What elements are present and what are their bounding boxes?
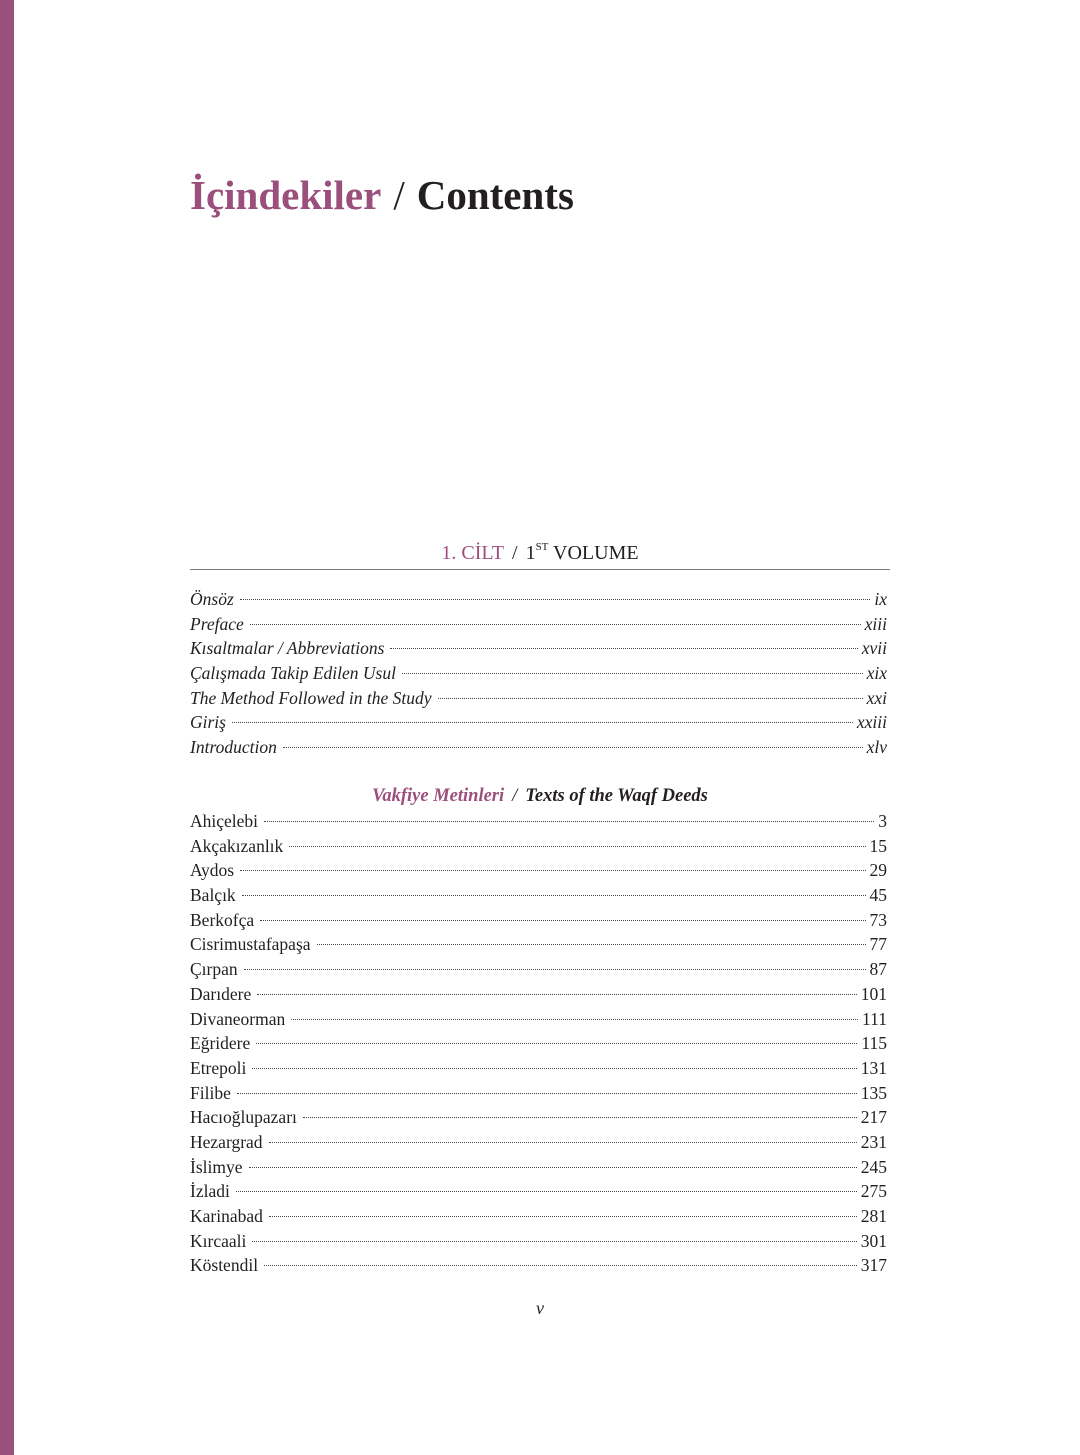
toc-entry[interactable]: [190, 1204, 887, 1229]
toc-entry[interactable]: [190, 1081, 887, 1106]
toc-entry-label: Kırcaali: [190, 1230, 247, 1251]
volume-divider-rule: [190, 569, 890, 570]
toc-entry-label: Çırpan: [190, 959, 238, 980]
title-turkish: İçindekiler: [190, 172, 382, 218]
volume-ordinal-suffix: ST: [535, 541, 549, 553]
toc-entry[interactable]: [190, 735, 887, 760]
dot-leader: [240, 598, 871, 600]
toc-entry-label: Etrepoli: [190, 1057, 247, 1078]
toc-entry-label: Önsöz: [190, 589, 234, 609]
toc-entry-label: Balçık: [190, 885, 236, 906]
toc-entry-page: 87: [869, 959, 887, 980]
toc-entry-page: 217: [860, 1107, 887, 1128]
toc-entry-label: Kısaltmalar / Abbreviations: [190, 638, 385, 659]
waqf-deed-list: [190, 809, 887, 1278]
volume-number: 1: [525, 542, 536, 564]
toc-entry-page: 15: [869, 835, 887, 856]
toc-entry-page: xvii: [861, 638, 887, 659]
toc-entry[interactable]: [190, 1155, 887, 1180]
dot-leader: [283, 746, 863, 748]
dot-leader: [252, 1067, 856, 1069]
toc-entry[interactable]: [190, 834, 887, 859]
toc-entry-label: İzladi: [190, 1181, 230, 1202]
dot-leader: [252, 1240, 856, 1242]
toc-entry-page: 115: [861, 1033, 887, 1054]
toc-entry[interactable]: [190, 636, 887, 661]
toc-entry[interactable]: [190, 982, 887, 1007]
dot-leader: [438, 697, 863, 699]
toc-entry-label: Akçakızanlık: [190, 835, 284, 856]
toc-entry-label: Cisrimustafapaşa: [190, 934, 311, 955]
volume-heading-separator: /: [512, 542, 518, 564]
toc-entry-label: Berkofça: [190, 909, 255, 930]
toc-entry-label: Ahiçelebi: [190, 811, 259, 831]
toc-entry-page: xlv: [866, 737, 887, 758]
dot-leader: [303, 1116, 857, 1118]
toc-entry-page: xiii: [864, 613, 887, 634]
section-heading-turkish: Vakfiye Metinleri: [372, 786, 505, 806]
toc-entry[interactable]: [190, 710, 887, 735]
toc-entry[interactable]: [190, 809, 887, 834]
toc-entry-page: 131: [860, 1057, 887, 1078]
page-title: [190, 168, 574, 222]
dot-leader: [250, 623, 861, 625]
page-number: v: [536, 1298, 544, 1318]
toc-entry-page: xxiii: [856, 712, 887, 733]
toc-entry-label: Aydos: [190, 860, 235, 881]
toc-entry-page: 301: [860, 1230, 887, 1251]
toc-entry-page: 101: [860, 983, 887, 1004]
toc-entry-label: Hacıoğlupazarı: [190, 1107, 297, 1128]
dot-leader: [269, 1141, 857, 1143]
dot-leader: [269, 1215, 857, 1217]
toc-entry[interactable]: [190, 1056, 887, 1081]
toc-entry-label: Giriş: [190, 712, 226, 733]
toc-entry-label: Filibe: [190, 1082, 231, 1103]
volume-heading-english: VOLUME: [553, 542, 639, 564]
volume-heading-turkish: 1. CİLT: [441, 542, 504, 564]
toc-entry-label: Divaneorman: [190, 1008, 286, 1029]
toc-entry[interactable]: [190, 858, 887, 883]
toc-entry[interactable]: [190, 1179, 887, 1204]
toc-entry[interactable]: [190, 932, 887, 957]
toc-entry[interactable]: [190, 1007, 887, 1032]
dot-leader: [260, 919, 865, 921]
dot-leader: [289, 845, 865, 847]
toc-entry-page: 275: [860, 1181, 887, 1202]
toc-entry[interactable]: [190, 686, 887, 711]
dot-leader: [257, 993, 857, 995]
toc-entry-page: 73: [869, 909, 887, 930]
dot-leader: [390, 647, 857, 649]
section-heading-english: Texts of the Waqf Deeds: [525, 786, 708, 806]
toc-entry[interactable]: [190, 957, 887, 982]
toc-entry-label: Karinabad: [190, 1206, 263, 1226]
toc-entry[interactable]: [190, 1253, 887, 1278]
title-separator: /: [393, 172, 405, 218]
toc-entry-page: 245: [860, 1156, 887, 1177]
toc-entry[interactable]: [190, 587, 887, 612]
dot-leader: [256, 1042, 857, 1044]
toc-entry-label: Darıdere: [190, 983, 252, 1004]
dot-leader: [291, 1018, 858, 1020]
volume-heading: [190, 540, 890, 566]
toc-entry-page: 317: [860, 1255, 887, 1276]
dot-leader: [232, 721, 853, 723]
dot-leader: [264, 820, 874, 822]
front-matter-list: [190, 587, 887, 760]
toc-entry-label: İslimye: [190, 1156, 243, 1177]
toc-entry-page: 111: [862, 1008, 887, 1029]
toc-entry-label: Çalışmada Takip Edilen Usul: [190, 663, 396, 684]
toc-entry-label: Köstendil: [190, 1255, 259, 1276]
toc-entry-page: ix: [874, 589, 887, 609]
toc-entry-page: 3: [878, 811, 887, 831]
accent-spine-bar: [0, 0, 14, 1455]
toc-entry-page: 231: [860, 1131, 887, 1152]
toc-entry-page: 281: [860, 1206, 887, 1226]
toc-entry[interactable]: [190, 1105, 887, 1130]
toc-entry-page: 77: [869, 934, 887, 955]
section-heading: [190, 783, 890, 809]
dot-leader: [237, 1092, 857, 1094]
toc-entry-page: 45: [869, 885, 887, 906]
section-heading-separator: /: [512, 786, 518, 806]
dot-leader: [317, 943, 866, 945]
dot-leader: [264, 1264, 857, 1266]
toc-entry-label: Introduction: [190, 737, 277, 758]
dot-leader: [242, 894, 866, 896]
toc-entry-label: Preface: [190, 613, 244, 634]
toc-entry[interactable]: [190, 661, 887, 686]
title-english: Contents: [416, 172, 574, 218]
dot-leader: [244, 968, 866, 970]
toc-entry[interactable]: [190, 612, 887, 637]
dot-leader: [402, 672, 863, 674]
toc-entry-label: The Method Followed in the Study: [190, 687, 432, 708]
toc-entry[interactable]: [190, 883, 887, 908]
toc-entry-label: Hezargrad: [190, 1131, 263, 1152]
dot-leader: [236, 1190, 857, 1192]
toc-entry-page: 29: [869, 860, 887, 881]
toc-entry-page: xxi: [866, 687, 887, 708]
toc-entry-page: xix: [866, 663, 887, 684]
dot-leader: [240, 869, 865, 871]
toc-entry[interactable]: [190, 1031, 887, 1056]
toc-entry[interactable]: [190, 1229, 887, 1254]
toc-entry-label: Eğridere: [190, 1033, 251, 1054]
toc-entry[interactable]: [190, 908, 887, 933]
dot-leader: [249, 1166, 857, 1168]
toc-entry-page: 135: [860, 1082, 887, 1103]
toc-entry[interactable]: [190, 1130, 887, 1155]
